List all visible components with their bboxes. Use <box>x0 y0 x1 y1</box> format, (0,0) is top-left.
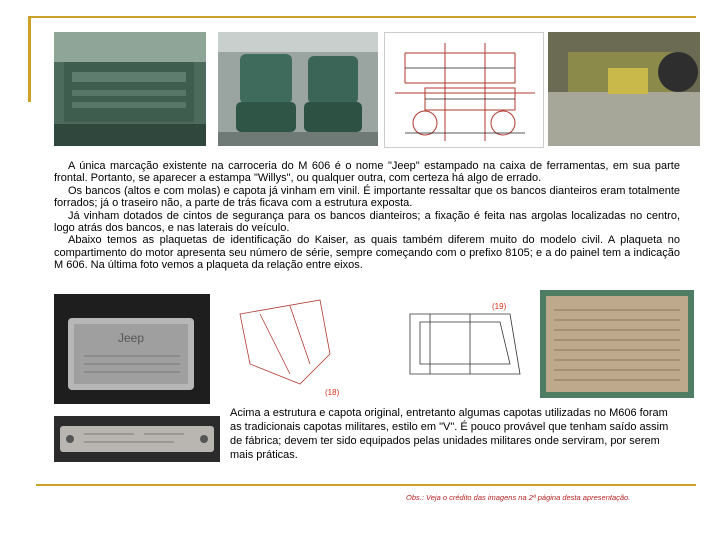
photo-belt-anchor <box>548 32 700 146</box>
photo-axle-plate <box>54 416 220 462</box>
axle-plate-image <box>54 416 220 462</box>
photo-toolbox <box>54 32 206 146</box>
paragraph-3: Já vinham dotados de cintos de segurança para os bancos dianteiros; a fixação é feita nas argolas localizadas no centro, logo atrás dos bancos, e nas laterais do veículo. <box>54 209 680 235</box>
frame-drawings-image <box>230 294 532 406</box>
photo-seats <box>218 32 378 146</box>
photo-seats-image <box>218 32 378 146</box>
belt-anchor-image <box>548 32 700 146</box>
photo-jeep-plate <box>54 294 210 404</box>
paragraph-4: Abaixo temos as plaquetas de identificação do Kaiser, as quais também diferem muito do modelo civil. A plaqueta no compartimento do motor apresenta seu número de série, sempre começando com o prefixo 8105; e a do painel tem a indicação M 606. Na última foto vemos a plaqueta da relação entre eixos. <box>54 234 680 272</box>
paragraph-1: A única marcação existente na carroceria do M 606 é o nome "Jeep" estampado na caixa de ferramentas, em sua parte frontal. Portanto, se aparecer a estampa "Willys", ou qualquer outra, com certeza há algo de errado. <box>54 160 680 185</box>
photo-serial-plate <box>540 290 694 398</box>
photo-chassis-drawing <box>384 32 544 148</box>
plate-jeep-text: Jeep <box>117 331 145 345</box>
bottom-rule <box>36 484 696 486</box>
figure-label-18: (18) <box>325 388 340 397</box>
caption: Acima a estrutura e capota original, entretanto algumas capotas utilizadas no M606 foram as tradicionais capotas militares, estilo em "V". É pouco provável que tenham saído assim de fábrica; devem ter sido equipados pelas unidades militares onde serviram, por serem mais práticas. <box>230 407 669 461</box>
photo-toolbox-image <box>54 32 206 146</box>
jeep-plate-image <box>54 294 210 404</box>
left-rule <box>28 16 31 102</box>
serial-plate-image <box>540 290 694 398</box>
figure-label-19: (19) <box>492 302 507 311</box>
body-text <box>54 160 680 272</box>
photo-frame-drawings <box>230 294 532 406</box>
chassis-drawing-image <box>385 33 543 147</box>
top-rule <box>28 16 696 18</box>
paragraph-2: Os bancos (altos e com molas) e capota já vinham em vinil. É importante ressaltar que os bancos dianteiros eram totalmente forrados; já o traseiro não, a parte de trás ficava com a estrutura exposta. <box>54 184 680 210</box>
image-credit-note: Obs.: Veja o crédito das imagens na 2ª página desta apresentação. <box>406 493 631 502</box>
